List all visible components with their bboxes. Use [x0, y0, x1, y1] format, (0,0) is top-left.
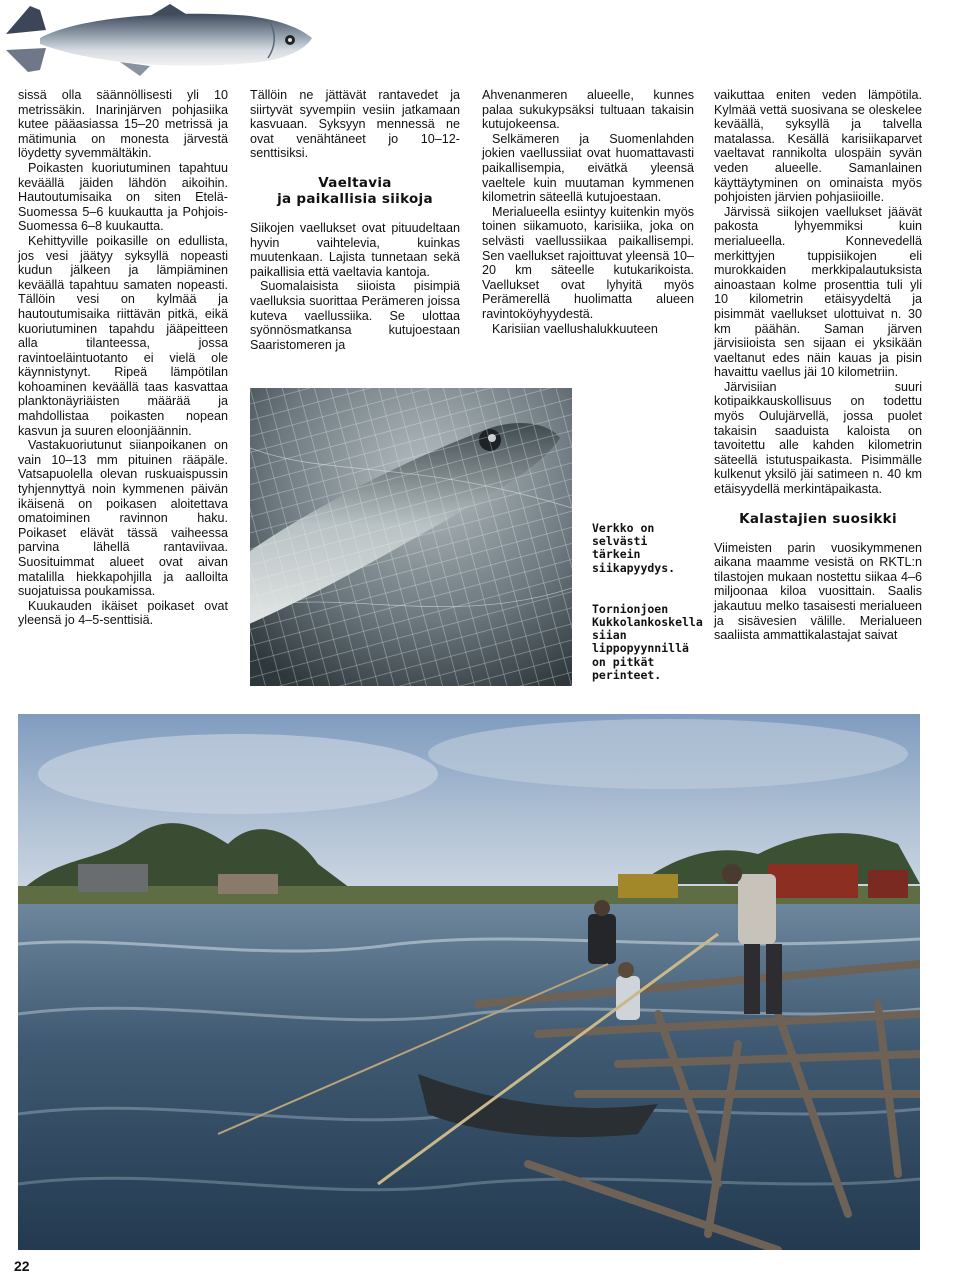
paragraph: Vastakuoriutunut siianpoikanen on vain 10–13 mm pituinen rääpäle. Vatsapuolella olevan ruskuaispussin tyhjennyttyä noin kymmenen päivän ikäisenä on poikasen aloitettava omatoiminen ravinnon haku. Poikaset elävät tässä vaiheessa parvina lähellä rantaviivaa. Suosituimmat alueet ovat aivan matalilla hiekkapohjilla ja aalloilta suojatuissa poukamissa.: [18, 438, 228, 599]
section-heading-migration: [250, 175, 460, 207]
paragraph: Järvisiian suuri kotipaikkauskollisuus on todettu myös Oulujärvellä, jossa puolet takaisin saaduista kaloista on tavoitettu alle kahden kilometrin säteellä istutuspaikasta. Pisimmälle kulkenut yksilö jäi satimeen n. 40 km etäisyydellä merkintäpaikasta.: [714, 379, 922, 497]
text-column-4: [714, 88, 922, 643]
paragraph: Karisiian vaellushalukkuuteen: [492, 321, 658, 336]
paragraph: Tällöin ne jättävät rantavedet ja siirtyvät syvempiin vesiin jatkamaan kasvuaan. Syksyyn mennessä ne ovat venähtäneet jo 10–12-senttisiksi.: [250, 88, 460, 161]
section-heading-fishermen: Kalastajien suosikki: [739, 510, 897, 527]
paragraph: Siikojen vaellukset ovat pituudeltaan hyvin vaihtelevia, kuinkas muutenkaan. Lajista tunnetaan sekä paikallisia että vaeltavia kantoja.: [250, 220, 460, 279]
river-fishing-photo: [18, 714, 920, 1250]
heading-line-2: ja paikallisia siikoja: [277, 190, 433, 207]
paragraph: Viimeisten parin vuosikymmenen aikana maamme vesistä on RKTL:n tilastojen mukaan nostettu siikaa 4–6 miljoonaa kiloa vuosittain. Saalis jakautuu melko tasaisesti merialueen ja sisävesien välille. Merialueen saaliista ammattikalastajat saivat: [714, 540, 922, 643]
paragraph: Merialueella esiintyy kuitenkin myös toinen siikamuoto, karisiika, joka on selvästi vaellussiikaa paikallisempi. Sen vaellukset rajoittuvat yleensä 10–20 km säteelle kutukarikoista. Vaellukset ovat lyhyitä myös Perämerellä huolimatta alueen ravintoköyhyydestä.: [482, 204, 694, 321]
paragraph: Ahvenanmeren alueelle, kunnes palaa sukukypsäksi tultuaan takaisin kutujokeensa.: [482, 88, 694, 132]
paragraph: Suomalaisista siioista pisimpiä vaelluksia suorittaa Perämeren joissa kuteva vaellussiika. Se ulottaa syönnösmatkansa kutujoestaan Saaristomeren ja: [250, 279, 460, 352]
paragraph: sissä olla säännöllisesti yli 10 metrissäkin. Inarinjärven pohjasiika kutee pääasiassa 15–20 metrissä ja mätimunia on monesta järvestä löydetty syvemmältäkin.: [18, 88, 228, 161]
page-number: 22: [14, 1258, 30, 1274]
paragraph: Kuukauden ikäiset poikaset ovat yleensä jo 4–5-senttisiä.: [18, 598, 228, 628]
text-column-3: [482, 88, 694, 336]
whitefish-illustration: [0, 0, 320, 80]
heading-line-1: Vaeltavia: [318, 174, 392, 191]
caption-net: Verkko on selvästi tärkein siikapyydys.: [592, 521, 676, 575]
fish-in-net-photo: [250, 388, 572, 686]
paragraph: Kehittyville poikasille on edullista, jos vesi jäätyy syksyllä nopeasti kudun jälkeen ja lämpiäminen keväällä tapahtuu samaten nopeasti. Tällöin vesi on kylmää ja hautoutumisaika riittävän pitkä, eikä kuoriutuminen tapahdu jääpeitteen alla tilanteessa, jossa ravintoeläintuotanto ei vielä ole käynnistynyt. Ripeä lämpötilan kohoaminen keväällä taas kasvattaa planktonäyriäisten määrää ja mahdollistaa poikasten nopean kasvun ja suuren eloonjäännin.: [18, 233, 228, 438]
photo-captions: [592, 522, 702, 710]
text-column-1: [18, 88, 228, 628]
paragraph: Järvissä siikojen vaellukset jäävät pakosta lyhyemmiksi kuin merialueella. Konnevedellä merkittyjen tuppisiikojen eli murokkaiden merkkipalautuksista ainoastaan kolme prosenttia tuli yli 10 kilometrin etäisyydeltä ja pisimmät vaellukset ulottuivat n. 30 km päähän. Saman järven järvisiioista sen sijaan ei yksikään vaeltanut edes näin kauas ja pisin havaittu vaellus jäi 10 kilometriin.: [714, 204, 922, 380]
text-column-2: [250, 88, 460, 352]
paragraph: vaikuttaa eniten veden lämpötila. Kylmää vettä suosivana se oleskelee keväällä, syksyllä ja talvella matalassa. Kesällä karisiikaparvet vaeltavat rannikolta ulospäin syvän veden alueelle. Samanlainen käyttäytyminen on ominaista myös pohjoisten järvien pohjasiioille.: [714, 88, 922, 205]
paragraph: Poikasten kuoriutuminen tapahtuu keväällä jäiden lähdön aikoihin. Hautoutumisaika on siten Etelä-Suomessa 5–6 kuukautta ja Pohjois-Suomessa 6–8 kuukautta.: [18, 160, 228, 234]
paragraph: Selkämeren ja Suomenlahden jokien vaellussiiat ovat huomattavasti paikallisempia, eivätkä yleensä vaeltele kuin muutaman kymmenen kilometrin säteellä kutujoestaan.: [482, 131, 694, 205]
caption-river: Tornionjoen Kukkolankoskella siian lippopyynnillä on pitkät perinteet.: [592, 601, 703, 682]
